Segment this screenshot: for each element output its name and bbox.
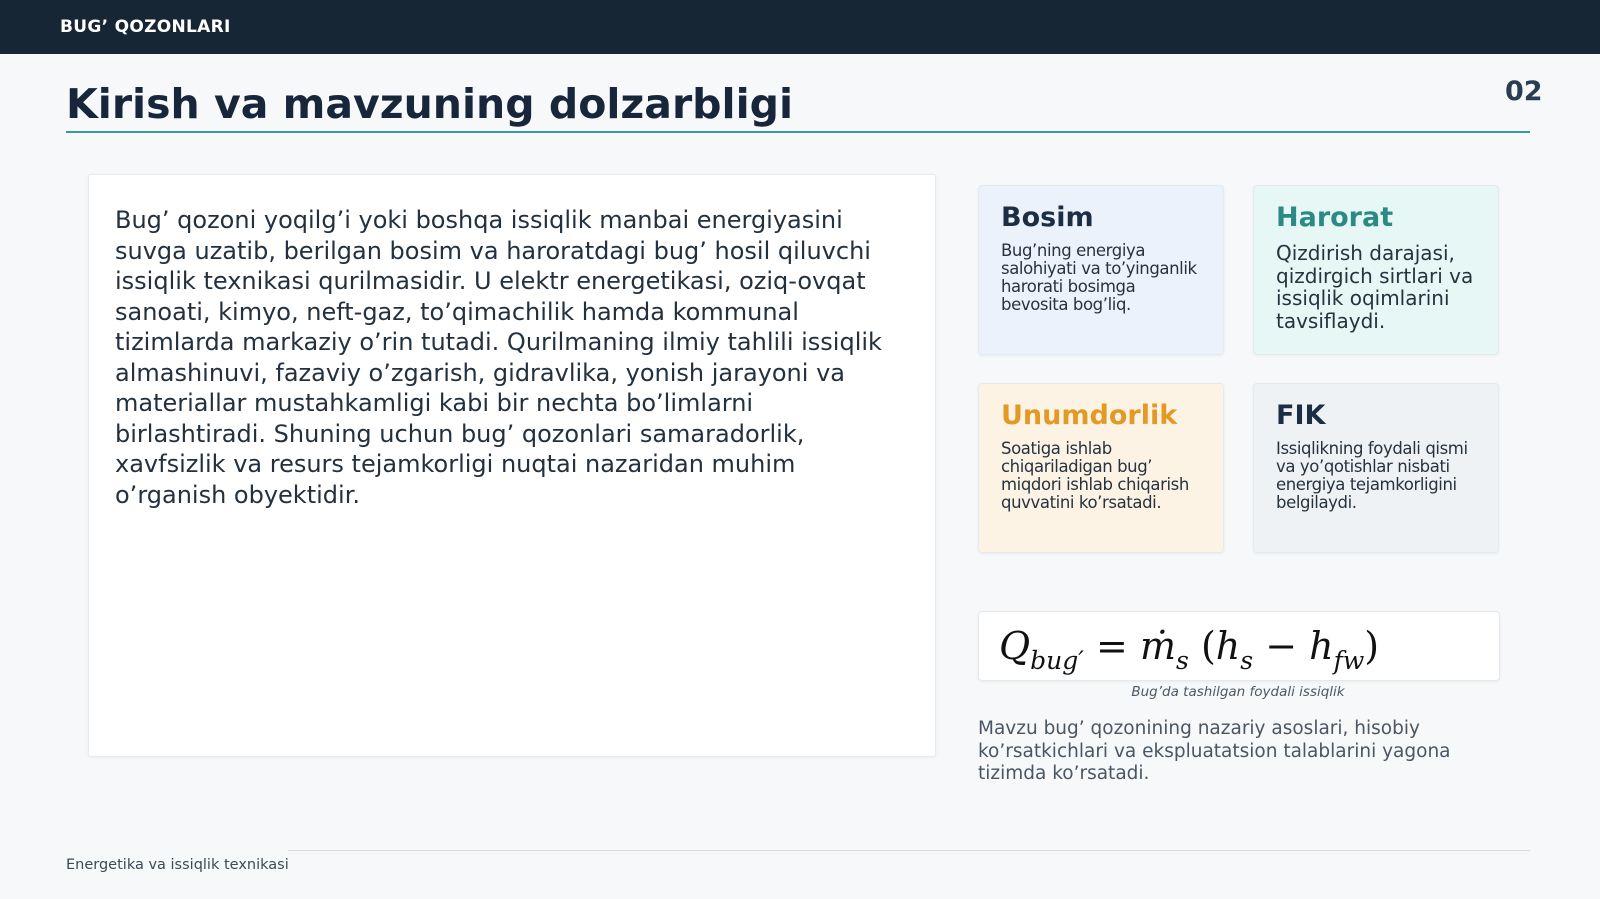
formula-h-feedwater: h (1309, 624, 1334, 668)
formula-h-steam: h (1215, 624, 1241, 668)
tile-body: Issiqlikning foydali qismi va yo’qotishlar nisbati energiya tejamkorligini belgilaydi. (1276, 439, 1468, 512)
page-title: Kirish va mavzuning dolzarbligi (66, 80, 794, 128)
formula-equals: = (1096, 624, 1128, 668)
intro-paragraph: Bug’ qozoni yoqilg’i yoki boshqa issiqlik manbai energiyasini suvga uzatib, berilgan bosim va haroratdagi bug’ hosil qiluvchi issiqlik texnikasi qurilmasidir. U elektr energetikasi, oziq-ovqat sanoati, kimyo, neft-gaz, to’qimachilik hamda kommunal tizimlarda markaziy o’rin tutadi. Qurilmaning ilmiy tahlili issiqlik almashinuvi, fazaviy o’zgarish, gidravlika, yonish jarayoni va materiallar mustahkamligi kabi bir nechta bo’limlarni birlashtiradi. Shuning uchun bug’ qozonlari samaradorlik, xavfsizlik va resurs tejamkorligi nuqtai nazaridan muhim o’rganish obyektidir. (115, 206, 882, 509)
formula-h-steam-subscript: s (1240, 646, 1254, 675)
formula-open-paren: ( (1200, 624, 1216, 668)
title-divider (66, 131, 1530, 133)
tile-title: Unumdorlik (1001, 400, 1178, 431)
tile-title: FIK (1276, 400, 1326, 431)
tile-title: Harorat (1276, 202, 1394, 233)
formula-box (978, 611, 1500, 681)
page-number: 02 (1505, 76, 1543, 107)
tile-body: Bug’ning energiya salohiyati va to’yinganlik harorati bosimga bevosita bog’liq. (1001, 241, 1197, 314)
tile-body: Soatiga ishlab chiqariladigan bug’ miqdori ishlab chiqarish quvvatini ko’rsatadi. (1001, 439, 1189, 512)
brand-label: BUG’ QOZONLARI (60, 17, 231, 37)
formula-lhs: Q (999, 624, 1031, 668)
formula-minus: − (1265, 624, 1298, 668)
formula-mass-flow-subscript: s (1176, 646, 1189, 675)
formula-h-feedwater-subscript: fw (1333, 646, 1365, 675)
top-bar (0, 0, 1600, 54)
tile-title: Bosim (1001, 202, 1094, 233)
steam-heat-formula (999, 612, 1379, 680)
tile-body: Qizdirish darajasi, qizdirgich sirtlari va issiqlik oqimlarini tavsiflaydi. (1276, 241, 1474, 333)
intro-card (88, 174, 936, 757)
footer-label: Energetika va issiqlik texnikasi (66, 857, 289, 873)
tile-harorat (1253, 185, 1499, 355)
formula-close-paren: ) (1364, 624, 1380, 668)
footer-divider (288, 850, 1530, 851)
formula-caption: Bug’da tashilgan foydali issiqlik (1131, 684, 1345, 700)
formula-mass-flow: ṁ (1139, 624, 1177, 668)
formula-lhs-subscript: bug′ (1030, 646, 1084, 675)
tile-fik (1253, 383, 1499, 553)
summary-text: Mavzu bug’ qozonining nazariy asoslari, hisobiy ko’rsatkichlari va ekspluatatsion talablarini yagona tizimda ko’rsatadi. (978, 718, 1451, 784)
tile-unumdorlik (978, 383, 1224, 553)
tile-bosim (978, 185, 1224, 355)
